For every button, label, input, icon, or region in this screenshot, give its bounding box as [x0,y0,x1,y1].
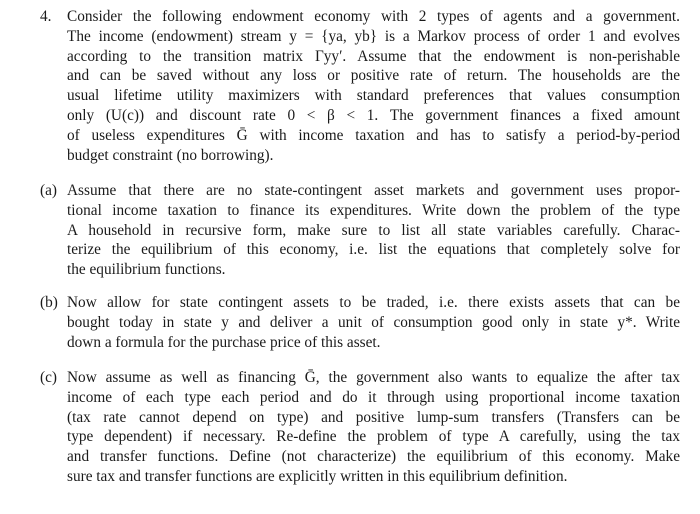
part-label: (a) [40,182,57,199]
part-text [67,368,680,487]
part-line: Assume that there are no state-contingent asset markets and government uses propor- [67,182,680,199]
part-line: income of each type each period and do it through using proportional income taxation [67,388,680,406]
part-line: type dependent) if necessary. Re-define the problem of type A carefully, using the tax [67,428,680,446]
part-line: Now assume as well as financing Ḡ, the government also wants to equalize the after tax [67,369,680,386]
question-line: of useless expenditures Ḡ with income taxation and has to satisfy a period-by-period [67,126,680,144]
question-4 [40,7,680,165]
part-label: (c) [40,369,57,386]
question-line: Consider the following endowment economy with 2 types of agents and a government. [67,8,680,25]
question-line: The income (endowment) stream y = {ya, yb} is a Markov process of order 1 and evolves [67,27,680,45]
part-a [40,181,680,280]
question-line: usual lifetime utility maximizers with standard preferences that values consumption [67,87,680,105]
question-text [67,7,680,165]
part-label: (b) [40,294,58,311]
part-line: the equilibrium functions. [67,261,226,279]
question-line: according to the transition matrix Γyy′. Assume that the endowment is non-perishable [67,47,680,65]
part-text [67,293,680,352]
part-line: bought today in state y and deliver a unit of consumption good only in state y*. Write [67,313,680,331]
part-text [67,181,680,280]
question-line: budget constraint (no borrowing). [67,146,274,164]
part-c [40,368,680,487]
part-line: (tax rate cannot depend on type) and positive lump-sum transfers (Transfers can be [67,408,680,426]
part-line: and transfer functions. Define (not characterize) the equilibrium of this economy. Make [67,448,680,466]
part-line: A household in recursive form, make sure to list all state variables carefully. Charac- [67,221,680,239]
question-line: only (U(c)) and discount rate 0 < β < 1. The government finances a fixed amount [67,106,680,124]
part-line: terize the equilibrium of this economy, i.e. list the equations that completely solve for [67,241,680,259]
question-number: 4. [40,8,52,25]
part-b [40,293,680,352]
part-line: tional income taxation to finance its expenditures. Write down the problem of the type [67,201,680,219]
part-line: Now allow for state contingent assets to be traded, i.e. there exists assets that can be [67,294,680,311]
part-line: sure tax and transfer functions are explicitly written in this equilibrium definition. [67,467,568,485]
part-line: down a formula for the purchase price of this asset. [67,333,381,351]
question-line: and can be saved without any loss or positive rate of return. The households are the [67,67,680,85]
